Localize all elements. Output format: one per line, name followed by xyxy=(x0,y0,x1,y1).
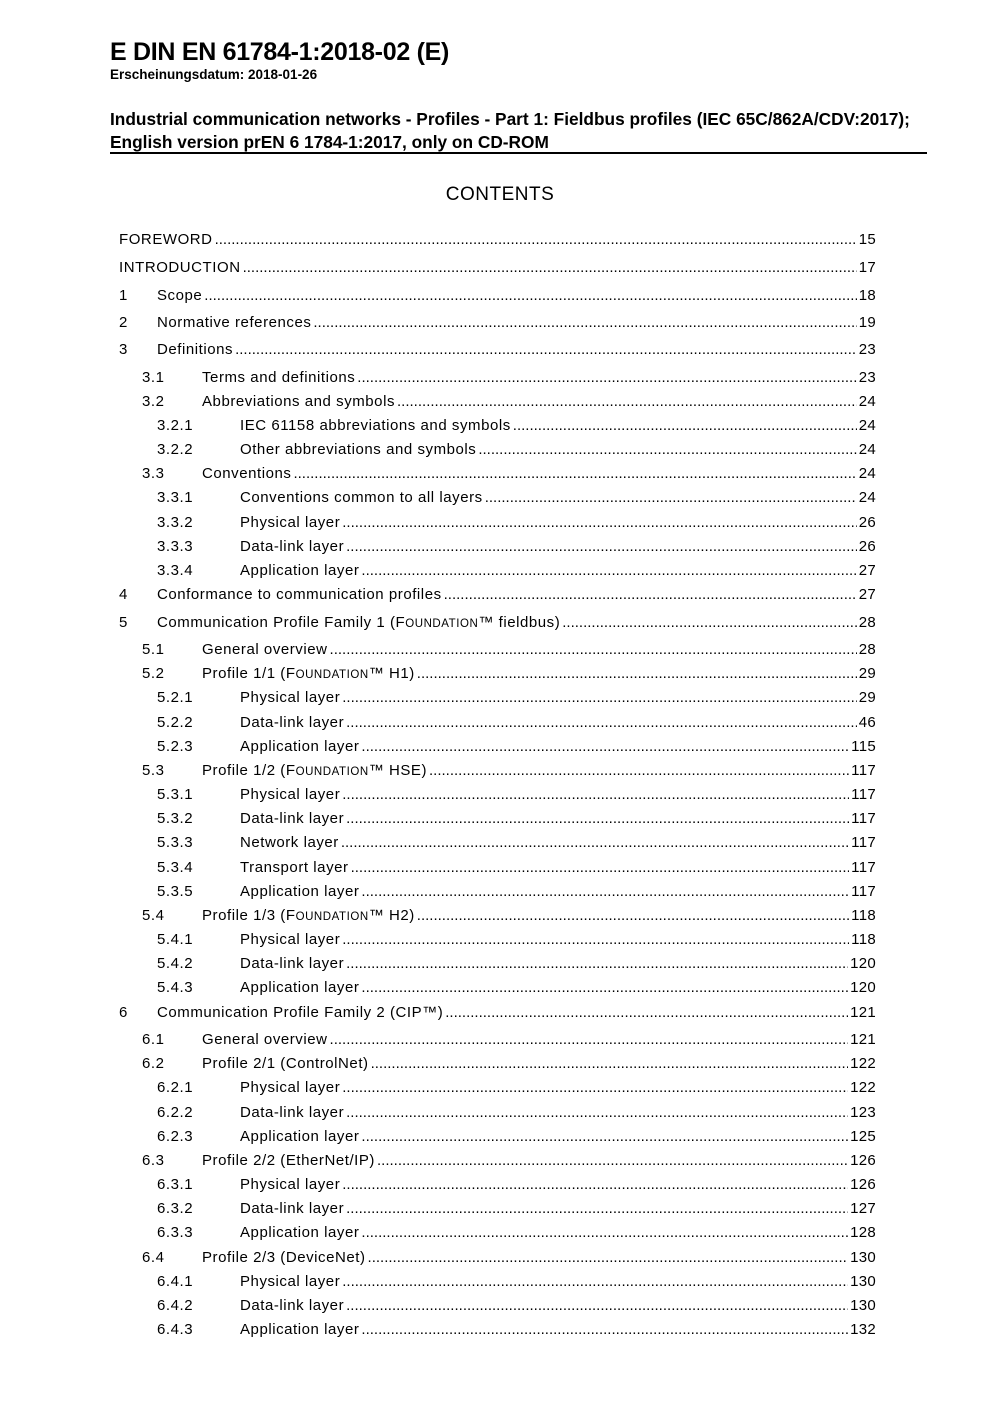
toc-entry-page: 132 xyxy=(850,1321,876,1338)
toc-entry-number: 6.3.2 xyxy=(157,1200,194,1217)
toc-entry-label: Communication Profile Family 2 (CIP™) xyxy=(157,1004,444,1021)
toc-dot-leader xyxy=(368,1249,849,1266)
toc-entry-number: 6.2.2 xyxy=(157,1104,194,1121)
toc-dot-leader xyxy=(351,859,850,876)
toc-entry-page: 46 xyxy=(858,714,876,731)
toc-entry[interactable] xyxy=(119,834,876,854)
toc-entry[interactable] xyxy=(119,465,876,485)
toc-dot-leader xyxy=(371,1055,848,1072)
toc-entry-page: 121 xyxy=(850,1031,876,1048)
toc-entry-number: 6.2.1 xyxy=(157,1079,194,1096)
toc-entry[interactable] xyxy=(119,1224,876,1244)
toc-dot-leader xyxy=(235,341,857,358)
toc-entry[interactable] xyxy=(119,1055,876,1075)
toc-entry-number: 5.3.1 xyxy=(157,786,194,803)
toc-entry[interactable] xyxy=(119,1128,876,1148)
toc-entry-label: Data-link layer xyxy=(240,810,345,827)
toc-entry-number: 3 xyxy=(119,341,128,358)
toc-entry[interactable] xyxy=(119,562,876,582)
toc-entry-label: Network layer xyxy=(240,834,339,851)
toc-entry-label: IEC 61158 abbreviations and symbols xyxy=(240,417,511,434)
toc-dot-leader xyxy=(342,931,849,948)
toc-entry[interactable] xyxy=(119,314,876,334)
toc-entry-label: Application layer xyxy=(240,1128,360,1145)
toc-entry-number: 3.2.2 xyxy=(157,441,194,458)
toc-dot-leader xyxy=(215,231,857,248)
toc-entry-page: 28 xyxy=(858,614,876,631)
toc-entry-label: Data-link layer xyxy=(240,1104,345,1121)
toc-entry-page: 120 xyxy=(850,955,876,972)
toc-entry-label: Profile 2/2 (EtherNet/IP) xyxy=(202,1152,375,1169)
toc-entry[interactable] xyxy=(119,369,876,389)
toc-entry-number: 3.3.4 xyxy=(157,562,194,579)
toc-entry-number: 6.2.3 xyxy=(157,1128,194,1145)
toc-dot-leader xyxy=(342,1176,848,1193)
toc-entry[interactable] xyxy=(119,689,876,709)
toc-entry[interactable] xyxy=(119,231,876,251)
toc-entry-label: Other abbreviations and symbols xyxy=(240,441,477,458)
toc-entry-number: 3.3.3 xyxy=(157,538,194,555)
toc-entry-label: Conformance to communication profiles xyxy=(157,586,442,603)
toc-entry-page: 120 xyxy=(850,979,876,996)
toc-entry-page: 18 xyxy=(858,287,876,304)
toc-entry-label: Physical layer xyxy=(240,1273,341,1290)
toc-entry[interactable] xyxy=(119,931,876,951)
toc-dot-leader xyxy=(485,489,857,506)
toc-entry[interactable] xyxy=(119,341,876,361)
toc-dot-leader xyxy=(204,287,856,304)
toc-entry-page: 121 xyxy=(850,1004,876,1021)
toc-entry-page: 27 xyxy=(858,562,876,579)
toc-entry-number: 4 xyxy=(119,586,128,603)
toc-dot-leader xyxy=(397,393,857,410)
publication-date: Erscheinungsdatum: 2018-01-26 xyxy=(110,67,318,82)
toc-entry-label: Data-link layer xyxy=(240,1200,345,1217)
toc-dot-leader xyxy=(377,1152,848,1169)
toc-entry-number: 5.3.2 xyxy=(157,810,194,827)
toc-entry-number: 2 xyxy=(119,314,128,331)
toc-entry-label: Application layer xyxy=(240,562,360,579)
toc-entry-page: 122 xyxy=(850,1055,876,1072)
toc-entry-page: 24 xyxy=(858,465,876,482)
toc-entry-page: 122 xyxy=(850,1079,876,1096)
toc-dot-leader xyxy=(330,1031,849,1048)
toc-dot-leader xyxy=(330,641,857,658)
toc-entry-page: 29 xyxy=(858,665,876,682)
toc-dot-leader xyxy=(342,1079,848,1096)
toc-dot-leader xyxy=(342,689,856,706)
toc-dot-leader xyxy=(346,1104,848,1121)
toc-entry[interactable] xyxy=(119,586,876,606)
document-id: E DIN EN 61784-1:2018-02 (E) xyxy=(110,38,449,66)
toc-dot-leader xyxy=(346,1297,848,1314)
toc-entry-number: 3.3.1 xyxy=(157,489,194,506)
toc-entry-page: 23 xyxy=(858,369,876,386)
toc-entry-label: Physical layer xyxy=(240,514,341,531)
toc-entry-number: 5 xyxy=(119,614,128,631)
toc-entry[interactable] xyxy=(119,714,876,734)
toc-entry-page: 130 xyxy=(850,1273,876,1290)
toc-entry-label: Communication Profile Family 1 (FOUNDATION™ fieldbus) xyxy=(157,614,561,631)
toc-entry-page: 115 xyxy=(851,738,876,755)
toc-entry-number: 6.4.2 xyxy=(157,1297,194,1314)
toc-entry-page: 117 xyxy=(851,786,876,803)
toc-entry-label: Application layer xyxy=(240,883,360,900)
toc-entry[interactable] xyxy=(119,1104,876,1124)
toc-entry[interactable] xyxy=(119,1273,876,1293)
toc-dot-leader xyxy=(342,514,856,531)
toc-entry-page: 117 xyxy=(851,762,876,779)
toc-dot-leader xyxy=(478,441,856,458)
toc-dot-leader xyxy=(361,1128,848,1145)
toc-dot-leader xyxy=(243,259,857,276)
toc-entry-page: 28 xyxy=(858,641,876,658)
toc-entry[interactable] xyxy=(119,1200,876,1220)
toc-entry-label: Physical layer xyxy=(240,786,341,803)
toc-entry[interactable] xyxy=(119,883,876,903)
toc-dot-leader xyxy=(361,979,848,996)
toc-entry[interactable] xyxy=(119,955,876,975)
toc-entry-label: Profile 1/2 (FOUNDATION™ HSE) xyxy=(202,762,427,779)
toc-entry-label: Profile 1/1 (FOUNDATION™ H1) xyxy=(202,665,415,682)
toc-entry-number: 5.4.2 xyxy=(157,955,194,972)
toc-entry[interactable] xyxy=(119,1152,876,1172)
toc-entry-label: Data-link layer xyxy=(240,714,345,731)
toc-entry-label: Terms and definitions xyxy=(202,369,356,386)
toc-entry-label: Application layer xyxy=(240,1321,360,1338)
toc-entry-label: Conventions xyxy=(202,465,292,482)
toc-dot-leader xyxy=(417,907,849,924)
toc-entry-page: 117 xyxy=(851,834,876,851)
toc-entry-label: Data-link layer xyxy=(240,538,345,555)
toc-entry-number: 5.1 xyxy=(142,641,165,658)
toc-entry-page: 123 xyxy=(850,1104,876,1121)
toc-entry-number: 5.3.5 xyxy=(157,883,194,900)
toc-dot-leader xyxy=(562,614,856,631)
toc-dot-leader xyxy=(346,538,857,555)
toc-entry-number: 5.3 xyxy=(142,762,165,779)
toc-entry-page: 27 xyxy=(858,586,876,603)
toc-entry[interactable] xyxy=(119,1321,876,1341)
toc-entry-number: 5.3.4 xyxy=(157,859,194,876)
toc-entry-label: Data-link layer xyxy=(240,1297,345,1314)
toc-dot-leader xyxy=(361,1321,848,1338)
toc-entry-label: Physical layer xyxy=(240,689,341,706)
toc-entry[interactable] xyxy=(119,1176,876,1196)
toc-entry-label: FOREWORD xyxy=(119,231,213,248)
toc-entry-number: 3.3 xyxy=(142,465,165,482)
toc-entry-page: 117 xyxy=(851,810,876,827)
toc-dot-leader xyxy=(429,762,849,779)
toc-entry-label: General overview xyxy=(202,1031,328,1048)
document-title: Industrial communication networks - Profiles - Part 1: Fieldbus profiles (IEC 65C/862A/CDV:2017); English version prEN 6 1784-1:2017, only on CD-ROM xyxy=(110,109,910,152)
toc-entry-page: 23 xyxy=(858,341,876,358)
toc-entry-page: 118 xyxy=(851,907,876,924)
toc-entry-number: 3.2 xyxy=(142,393,165,410)
toc-entry-page: 15 xyxy=(858,231,876,248)
toc-entry-number: 5.2.3 xyxy=(157,738,194,755)
toc-entry-number: 3.3.2 xyxy=(157,514,194,531)
contents-heading: CONTENTS xyxy=(445,184,555,205)
toc-entry-number: 5.4.1 xyxy=(157,931,194,948)
toc-entry-number: 6.4.1 xyxy=(157,1273,194,1290)
toc-entry-number: 5.2.1 xyxy=(157,689,194,706)
toc-entry[interactable] xyxy=(119,417,876,437)
toc-entry-label: Physical layer xyxy=(240,1176,341,1193)
toc-dot-leader xyxy=(342,786,849,803)
toc-entry-page: 24 xyxy=(858,393,876,410)
toc-entry[interactable] xyxy=(119,1004,876,1024)
toc-dot-leader xyxy=(361,562,856,579)
toc-entry-label: Abbreviations and symbols xyxy=(202,393,396,410)
toc-entry-page: 29 xyxy=(858,689,876,706)
toc-entry-number: 6.1 xyxy=(142,1031,165,1048)
toc-entry[interactable] xyxy=(119,1079,876,1099)
toc-entry-page: 126 xyxy=(850,1176,876,1193)
toc-entry[interactable] xyxy=(119,641,876,661)
toc-entry-page: 117 xyxy=(851,859,876,876)
toc-entry-number: 6.4 xyxy=(142,1249,165,1266)
toc-entry[interactable] xyxy=(119,514,876,534)
toc-dot-leader xyxy=(293,465,856,482)
toc-entry-label: Application layer xyxy=(240,979,360,996)
toc-dot-leader xyxy=(313,314,856,331)
toc-entry-number: 6.3 xyxy=(142,1152,165,1169)
toc-entry-label: Normative references xyxy=(157,314,312,331)
toc-entry-label: Physical layer xyxy=(240,931,341,948)
toc-dot-leader xyxy=(361,1224,848,1241)
toc-entry-page: 118 xyxy=(851,931,876,948)
toc-entry-page: 126 xyxy=(850,1152,876,1169)
toc-entry[interactable] xyxy=(119,614,876,634)
toc-entry-page: 24 xyxy=(858,417,876,434)
toc-entry-number: 6.3.3 xyxy=(157,1224,194,1241)
toc-entry[interactable] xyxy=(119,1297,876,1317)
toc-dot-leader xyxy=(417,665,857,682)
toc-dot-leader xyxy=(341,834,849,851)
toc-entry[interactable] xyxy=(119,287,876,307)
toc-entry[interactable] xyxy=(119,738,876,758)
toc-entry-label: Profile 2/3 (DeviceNet) xyxy=(202,1249,366,1266)
toc-entry-number: 1 xyxy=(119,287,128,304)
toc-entry-page: 19 xyxy=(858,314,876,331)
toc-entry[interactable] xyxy=(119,810,876,830)
toc-dot-leader xyxy=(346,810,849,827)
toc-entry-number: 3.1 xyxy=(142,369,165,386)
toc-entry-label: INTRODUCTION xyxy=(119,259,241,276)
toc-entry-label: Application layer xyxy=(240,1224,360,1241)
toc-entry-number: 5.2.2 xyxy=(157,714,194,731)
toc-entry-label: Data-link layer xyxy=(240,955,345,972)
toc-dot-leader xyxy=(346,714,857,731)
toc-dot-leader xyxy=(357,369,856,386)
toc-entry-label: Conventions common to all layers xyxy=(240,489,483,506)
toc-entry[interactable] xyxy=(119,786,876,806)
toc-entry[interactable] xyxy=(119,859,876,879)
toc-dot-leader xyxy=(346,955,848,972)
toc-entry-label: Transport layer xyxy=(240,859,349,876)
toc-entry-label: General overview xyxy=(202,641,328,658)
toc-entry[interactable] xyxy=(119,259,876,279)
toc-entry-number: 3.2.1 xyxy=(157,417,194,434)
toc-entry[interactable] xyxy=(119,907,876,927)
toc-entry[interactable] xyxy=(119,1249,876,1269)
toc-entry-page: 117 xyxy=(851,883,876,900)
toc-entry-page: 26 xyxy=(858,538,876,555)
toc-entry-label: Profile 2/1 (ControlNet) xyxy=(202,1055,369,1072)
toc-dot-leader xyxy=(342,1273,848,1290)
toc-entry-page: 127 xyxy=(850,1200,876,1217)
toc-entry-page: 125 xyxy=(850,1128,876,1145)
toc-dot-leader xyxy=(361,883,849,900)
toc-entry[interactable] xyxy=(119,665,876,685)
toc-dot-leader xyxy=(346,1200,848,1217)
toc-dot-leader xyxy=(513,417,857,434)
toc-dot-leader xyxy=(445,1004,848,1021)
toc-entry-page: 130 xyxy=(850,1249,876,1266)
toc-entry-number: 6 xyxy=(119,1004,128,1021)
toc-entry-page: 26 xyxy=(858,514,876,531)
toc-entry[interactable] xyxy=(119,762,876,782)
toc-entry[interactable] xyxy=(119,489,876,509)
toc-entry-number: 5.2 xyxy=(142,665,165,682)
toc-entry[interactable] xyxy=(119,441,876,461)
toc-entry-label: Definitions xyxy=(157,341,234,358)
toc-dot-leader xyxy=(361,738,849,755)
toc-entry-page: 130 xyxy=(850,1297,876,1314)
toc-entry[interactable] xyxy=(119,393,876,413)
toc-entry[interactable] xyxy=(119,538,876,558)
toc-entry-number: 5.4 xyxy=(142,907,165,924)
toc-entry[interactable] xyxy=(119,979,876,999)
toc-entry-number: 6.2 xyxy=(142,1055,165,1072)
toc-entry-page: 17 xyxy=(858,259,876,276)
toc-entry-label: Physical layer xyxy=(240,1079,341,1096)
toc-entry-number: 5.3.3 xyxy=(157,834,194,851)
toc-entry-page: 24 xyxy=(858,441,876,458)
toc-entry-page: 24 xyxy=(858,489,876,506)
toc-entry-page: 128 xyxy=(850,1224,876,1241)
toc-entry-label: Scope xyxy=(157,287,203,304)
toc-dot-leader xyxy=(444,586,857,603)
toc-entry-number: 6.4.3 xyxy=(157,1321,194,1338)
toc-entry[interactable] xyxy=(119,1031,876,1051)
toc-entry-label: Application layer xyxy=(240,738,360,755)
toc-entry-label: Profile 1/3 (FOUNDATION™ H2) xyxy=(202,907,415,924)
toc-entry-number: 5.4.3 xyxy=(157,979,194,996)
toc-entry-number: 6.3.1 xyxy=(157,1176,194,1193)
